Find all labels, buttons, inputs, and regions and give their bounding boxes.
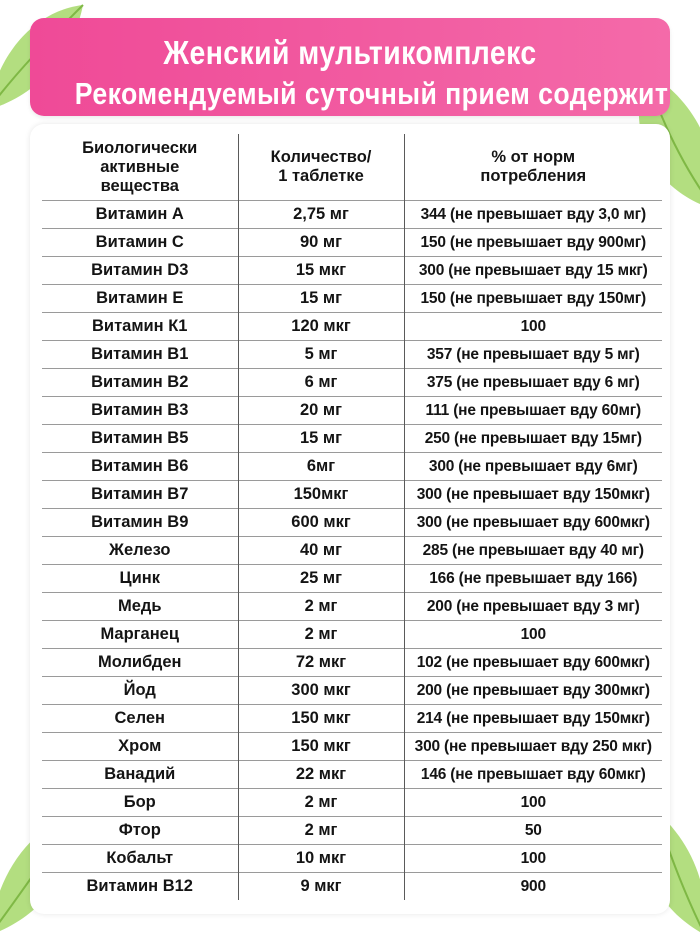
amount-cell: 2 мг xyxy=(238,789,404,817)
substance-cell: Витамин В3 xyxy=(42,397,238,425)
substance-cell: Цинк xyxy=(42,565,238,593)
percent-cell: 100 xyxy=(404,845,662,873)
amount-cell: 40 мг xyxy=(238,537,404,565)
substance-cell: Бор xyxy=(42,789,238,817)
percent-cell: 375 (не превышает вду 6 мг) xyxy=(404,369,662,397)
amount-cell: 10 мкг xyxy=(238,845,404,873)
table-header-row xyxy=(42,134,662,201)
table-row xyxy=(42,845,662,873)
amount-cell: 150мкг xyxy=(238,481,404,509)
table-row xyxy=(42,257,662,285)
table-row xyxy=(42,761,662,789)
percent-cell: 150 (не превышает вду 900мг) xyxy=(404,229,662,257)
nutrient-table xyxy=(42,134,662,900)
percent-cell: 111 (не превышает вду 60мг) xyxy=(404,397,662,425)
substance-cell: Витамин В5 xyxy=(42,425,238,453)
percent-cell: 300 (не превышает вду 250 мкг) xyxy=(404,733,662,761)
amount-cell: 2 мг xyxy=(238,817,404,845)
title-banner xyxy=(30,18,670,116)
column-header-amount: Количество/ 1 таблетке xyxy=(238,134,404,201)
amount-cell: 150 мкг xyxy=(238,705,404,733)
table-row xyxy=(42,201,662,229)
table-row xyxy=(42,677,662,705)
amount-cell: 15 мг xyxy=(238,425,404,453)
substance-cell: Витамин В2 xyxy=(42,369,238,397)
substance-cell: Витамин В12 xyxy=(42,873,238,901)
table-row xyxy=(42,649,662,677)
percent-cell: 200 (не превышает вду 3 мг) xyxy=(404,593,662,621)
amount-cell: 9 мкг xyxy=(238,873,404,901)
percent-cell: 250 (не превышает вду 15мг) xyxy=(404,425,662,453)
table-row xyxy=(42,285,662,313)
substance-cell: Витамин В7 xyxy=(42,481,238,509)
amount-cell: 2,75 мг xyxy=(238,201,404,229)
amount-cell: 600 мкг xyxy=(238,509,404,537)
percent-cell: 200 (не превышает вду 300мкг) xyxy=(404,677,662,705)
table-row xyxy=(42,425,662,453)
substance-cell: Витамин Е xyxy=(42,285,238,313)
amount-cell: 300 мкг xyxy=(238,677,404,705)
amount-cell: 90 мг xyxy=(238,229,404,257)
percent-cell: 344 (не превышает вду 3,0 мг) xyxy=(404,201,662,229)
table-row xyxy=(42,873,662,901)
table-row xyxy=(42,621,662,649)
amount-cell: 15 мкг xyxy=(238,257,404,285)
percent-cell: 102 (не превышает вду 600мкг) xyxy=(404,649,662,677)
percent-cell: 900 xyxy=(404,873,662,901)
percent-cell: 214 (не превышает вду 150мкг) xyxy=(404,705,662,733)
column-header-percent: % от норм потребления xyxy=(404,134,662,201)
amount-cell: 6мг xyxy=(238,453,404,481)
amount-cell: 120 мкг xyxy=(238,313,404,341)
substance-cell: Йод xyxy=(42,677,238,705)
amount-cell: 2 мг xyxy=(238,593,404,621)
percent-cell: 285 (не превышает вду 40 мг) xyxy=(404,537,662,565)
amount-cell: 20 мг xyxy=(238,397,404,425)
percent-cell: 100 xyxy=(404,313,662,341)
amount-cell: 72 мкг xyxy=(238,649,404,677)
substance-cell: Витамин В9 xyxy=(42,509,238,537)
amount-cell: 22 мкг xyxy=(238,761,404,789)
amount-cell: 5 мг xyxy=(238,341,404,369)
substance-cell: Витамин D3 xyxy=(42,257,238,285)
substance-cell: Хром xyxy=(42,733,238,761)
percent-cell: 300 (не превышает вду 600мкг) xyxy=(404,509,662,537)
substance-cell: Молибден xyxy=(42,649,238,677)
percent-cell: 146 (не превышает вду 60мкг) xyxy=(404,761,662,789)
percent-cell: 50 xyxy=(404,817,662,845)
substance-cell: Витамин В1 xyxy=(42,341,238,369)
table-row xyxy=(42,397,662,425)
table-row xyxy=(42,565,662,593)
substance-cell: Ванадий xyxy=(42,761,238,789)
table-row xyxy=(42,453,662,481)
substance-cell: Фтор xyxy=(42,817,238,845)
table-row xyxy=(42,341,662,369)
table-row xyxy=(42,229,662,257)
table-row xyxy=(42,481,662,509)
substance-cell: Селен xyxy=(42,705,238,733)
table-row xyxy=(42,789,662,817)
percent-cell: 300 (не превышает вду 15 мкг) xyxy=(404,257,662,285)
page-subtitle: Рекомендуемый суточный прием содержит xyxy=(74,76,669,111)
table-row xyxy=(42,733,662,761)
substance-cell: Кобальт xyxy=(42,845,238,873)
column-header-substance: Биологически активные вещества xyxy=(82,138,198,195)
table-row xyxy=(42,509,662,537)
substance-cell: Витамин С xyxy=(42,229,238,257)
percent-cell: 100 xyxy=(404,621,662,649)
percent-cell: 300 (не превышает вду 6мг) xyxy=(404,453,662,481)
percent-cell: 300 (не превышает вду 150мкг) xyxy=(404,481,662,509)
page-title: Женский мультикомплекс xyxy=(163,34,537,71)
percent-cell: 357 (не превышает вду 5 мг) xyxy=(404,341,662,369)
table-row xyxy=(42,593,662,621)
substance-cell: Витамин В6 xyxy=(42,453,238,481)
substance-cell: Медь xyxy=(42,593,238,621)
percent-cell: 100 xyxy=(404,789,662,817)
table-row xyxy=(42,817,662,845)
substance-cell: Железо xyxy=(42,537,238,565)
percent-cell: 166 (не превышает вду 166) xyxy=(404,565,662,593)
substance-cell: Марганец xyxy=(42,621,238,649)
substance-cell: Витамин К1 xyxy=(42,313,238,341)
amount-cell: 25 мг xyxy=(238,565,404,593)
amount-cell: 2 мг xyxy=(238,621,404,649)
percent-cell: 150 (не превышает вду 150мг) xyxy=(404,285,662,313)
amount-cell: 15 мг xyxy=(238,285,404,313)
substance-cell: Витамин А xyxy=(42,201,238,229)
amount-cell: 6 мг xyxy=(238,369,404,397)
table-row xyxy=(42,313,662,341)
table-row xyxy=(42,705,662,733)
nutrient-table-card xyxy=(30,124,670,914)
amount-cell: 150 мкг xyxy=(238,733,404,761)
table-row xyxy=(42,537,662,565)
table-row xyxy=(42,369,662,397)
